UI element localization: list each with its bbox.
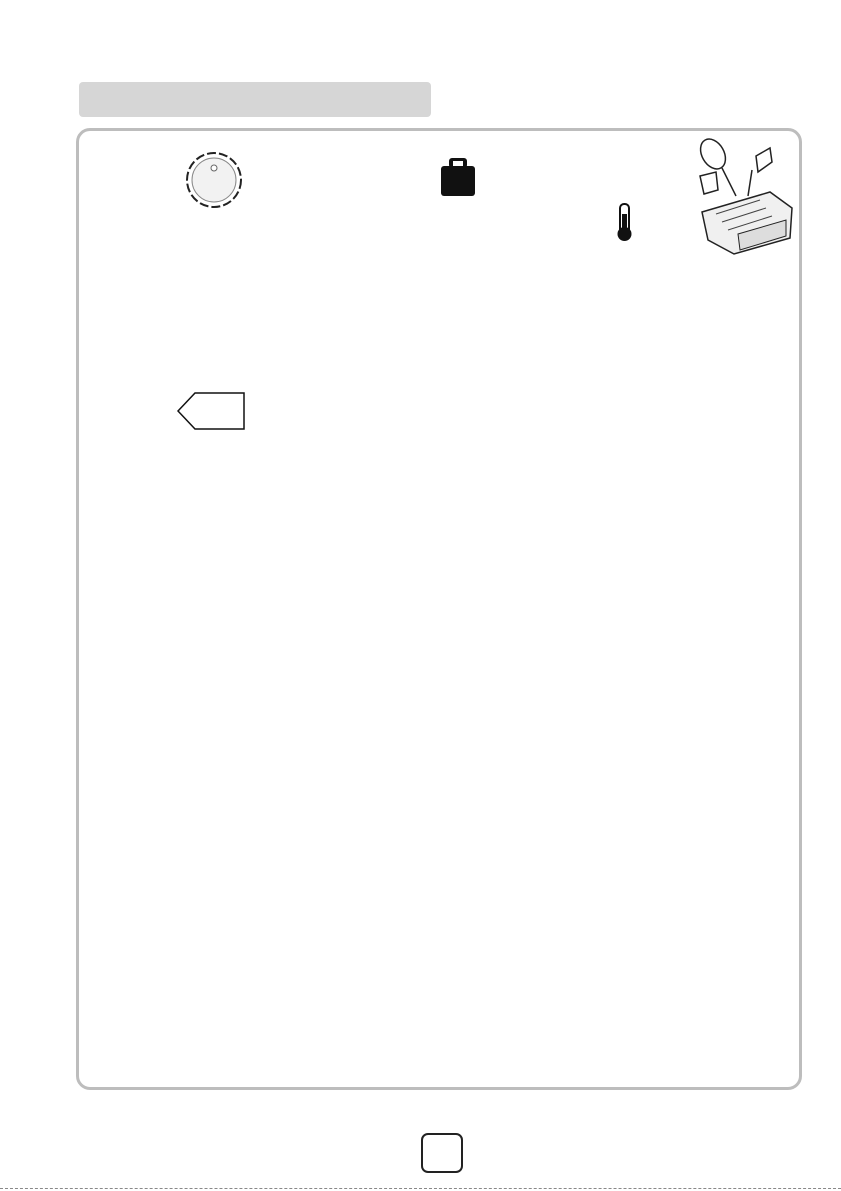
page-bottom-rule (0, 1188, 841, 1189)
load-weight-icon (441, 158, 475, 196)
page-number-box (421, 1133, 463, 1173)
cotton-tag (177, 392, 245, 430)
tag-shape-icon (177, 392, 245, 430)
thermometer-icon (618, 204, 632, 241)
detergent-drawer-icon (695, 135, 792, 254)
program-dial-icon (187, 153, 241, 207)
